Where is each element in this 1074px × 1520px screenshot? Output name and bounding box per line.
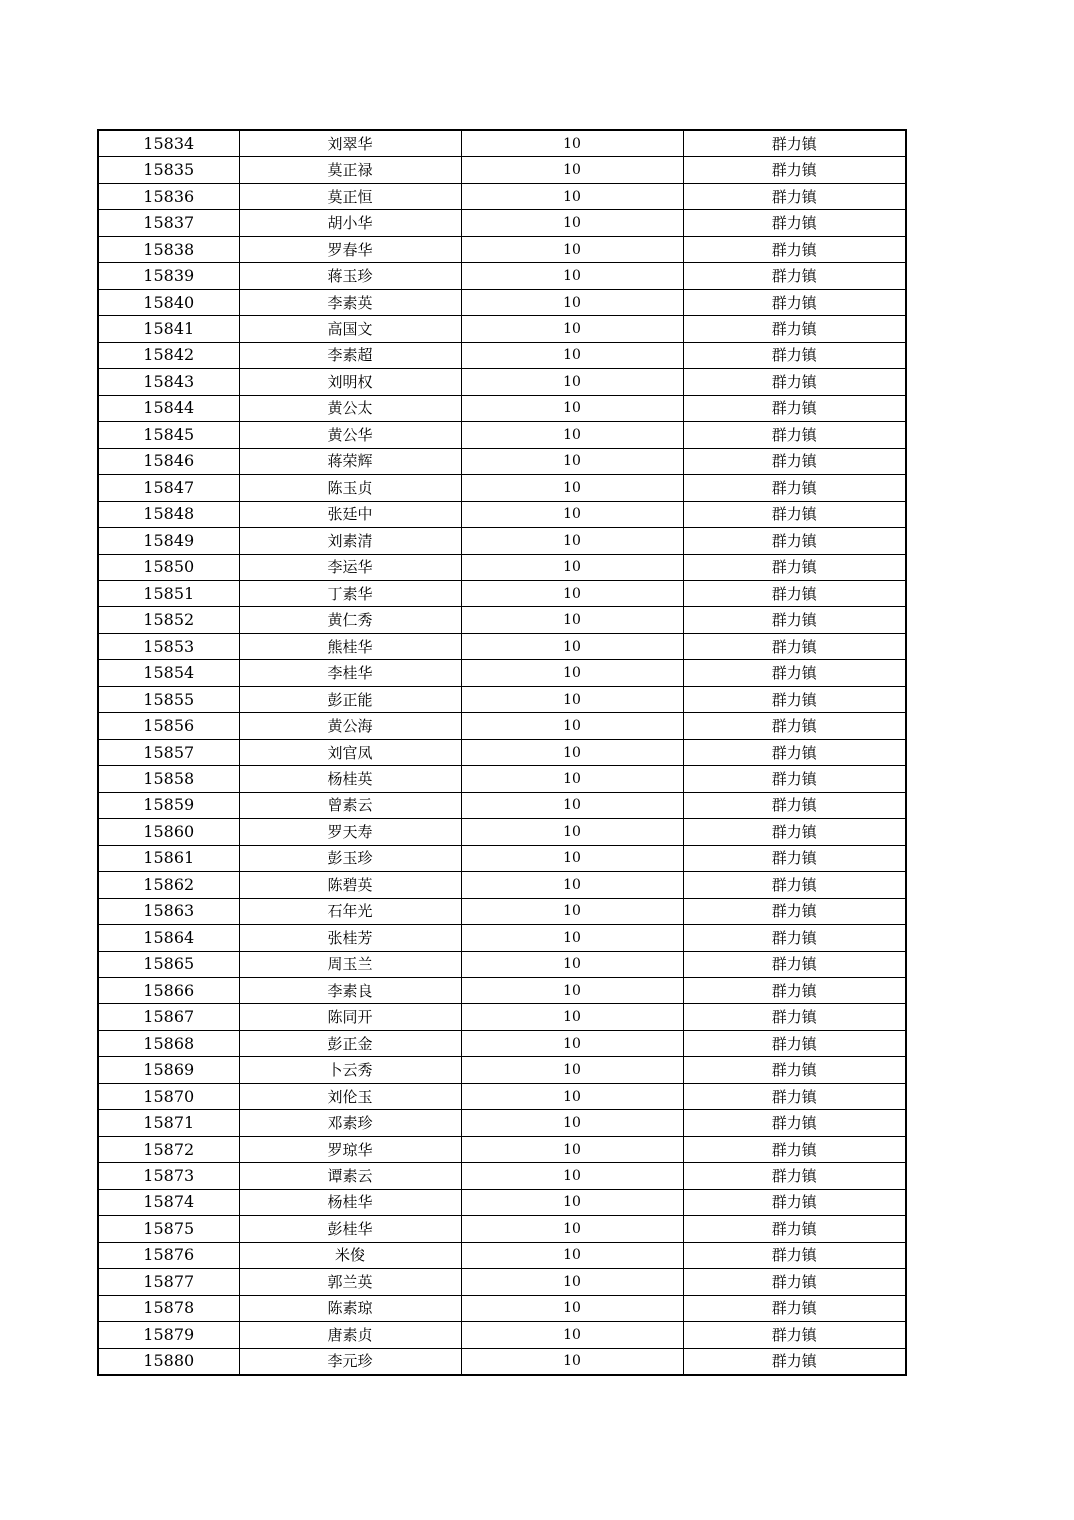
cell-town: 群力镇 bbox=[683, 1216, 906, 1242]
cell-name: 李运华 bbox=[239, 554, 461, 580]
cell-name: 彭桂华 bbox=[239, 1216, 461, 1242]
cell-name: 石年光 bbox=[239, 898, 461, 924]
cell-amount: 10 bbox=[461, 528, 683, 554]
cell-amount: 10 bbox=[461, 819, 683, 845]
cell-name: 张桂芳 bbox=[239, 925, 461, 951]
table-row bbox=[98, 1295, 906, 1321]
table-row bbox=[98, 448, 906, 474]
cell-id: 15872 bbox=[98, 1136, 239, 1162]
cell-town: 群力镇 bbox=[683, 845, 906, 871]
cell-amount: 10 bbox=[461, 660, 683, 686]
cell-name: 高国文 bbox=[239, 316, 461, 342]
cell-amount: 10 bbox=[461, 1083, 683, 1109]
cell-town: 群力镇 bbox=[683, 528, 906, 554]
cell-town: 群力镇 bbox=[683, 819, 906, 845]
cell-town: 群力镇 bbox=[683, 448, 906, 474]
table-row bbox=[98, 210, 906, 236]
cell-name: 李桂华 bbox=[239, 660, 461, 686]
cell-id: 15865 bbox=[98, 951, 239, 977]
cell-amount: 10 bbox=[461, 925, 683, 951]
cell-name: 彭正金 bbox=[239, 1030, 461, 1056]
cell-name: 周玉兰 bbox=[239, 951, 461, 977]
cell-id: 15880 bbox=[98, 1348, 239, 1375]
cell-town: 群力镇 bbox=[683, 766, 906, 792]
cell-name: 李素良 bbox=[239, 978, 461, 1004]
cell-amount: 10 bbox=[461, 1030, 683, 1056]
cell-amount: 10 bbox=[461, 289, 683, 315]
cell-id: 15875 bbox=[98, 1216, 239, 1242]
cell-amount: 10 bbox=[461, 1295, 683, 1321]
cell-amount: 10 bbox=[461, 395, 683, 421]
cell-name: 张廷中 bbox=[239, 501, 461, 527]
cell-town: 群力镇 bbox=[683, 1110, 906, 1136]
cell-name: 黄仁秀 bbox=[239, 607, 461, 633]
cell-id: 15849 bbox=[98, 528, 239, 554]
cell-name: 郭兰英 bbox=[239, 1269, 461, 1295]
table-row bbox=[98, 1136, 906, 1162]
cell-id: 15844 bbox=[98, 395, 239, 421]
table-row bbox=[98, 475, 906, 501]
table-row bbox=[98, 819, 906, 845]
cell-town: 群力镇 bbox=[683, 395, 906, 421]
cell-town: 群力镇 bbox=[683, 501, 906, 527]
cell-id: 15867 bbox=[98, 1004, 239, 1030]
cell-id: 15877 bbox=[98, 1269, 239, 1295]
cell-amount: 10 bbox=[461, 157, 683, 183]
cell-name: 刘官凤 bbox=[239, 739, 461, 765]
data-table bbox=[97, 129, 907, 1376]
table-row bbox=[98, 395, 906, 421]
cell-amount: 10 bbox=[461, 766, 683, 792]
cell-town: 群力镇 bbox=[683, 554, 906, 580]
cell-name: 陈碧英 bbox=[239, 872, 461, 898]
cell-name: 胡小华 bbox=[239, 210, 461, 236]
cell-amount: 10 bbox=[461, 792, 683, 818]
cell-id: 15847 bbox=[98, 475, 239, 501]
cell-town: 群力镇 bbox=[683, 739, 906, 765]
cell-name: 李素英 bbox=[239, 289, 461, 315]
cell-amount: 10 bbox=[461, 580, 683, 606]
cell-name: 彭正能 bbox=[239, 686, 461, 712]
cell-amount: 10 bbox=[461, 739, 683, 765]
cell-id: 15862 bbox=[98, 872, 239, 898]
table-row bbox=[98, 1057, 906, 1083]
cell-amount: 10 bbox=[461, 263, 683, 289]
cell-name: 曾素云 bbox=[239, 792, 461, 818]
cell-town: 群力镇 bbox=[683, 1295, 906, 1321]
cell-amount: 10 bbox=[461, 236, 683, 262]
table-row bbox=[98, 130, 906, 157]
cell-name: 陈素琼 bbox=[239, 1295, 461, 1321]
table-row bbox=[98, 792, 906, 818]
cell-name: 罗天寿 bbox=[239, 819, 461, 845]
table-row bbox=[98, 528, 906, 554]
cell-amount: 10 bbox=[461, 898, 683, 924]
cell-id: 15851 bbox=[98, 580, 239, 606]
cell-town: 群力镇 bbox=[683, 1136, 906, 1162]
table-row bbox=[98, 978, 906, 1004]
cell-name: 莫正禄 bbox=[239, 157, 461, 183]
cell-name: 刘素清 bbox=[239, 528, 461, 554]
cell-town: 群力镇 bbox=[683, 475, 906, 501]
table-row bbox=[98, 1004, 906, 1030]
cell-id: 15858 bbox=[98, 766, 239, 792]
table-row bbox=[98, 925, 906, 951]
cell-name: 黄公海 bbox=[239, 713, 461, 739]
cell-name: 杨桂英 bbox=[239, 766, 461, 792]
cell-id: 15843 bbox=[98, 369, 239, 395]
cell-id: 15836 bbox=[98, 183, 239, 209]
cell-id: 15876 bbox=[98, 1242, 239, 1268]
table-row bbox=[98, 686, 906, 712]
cell-name: 杨桂华 bbox=[239, 1189, 461, 1215]
cell-name: 谭素云 bbox=[239, 1163, 461, 1189]
cell-id: 15846 bbox=[98, 448, 239, 474]
cell-amount: 10 bbox=[461, 1348, 683, 1375]
cell-name: 卜云秀 bbox=[239, 1057, 461, 1083]
table-row bbox=[98, 739, 906, 765]
cell-id: 15860 bbox=[98, 819, 239, 845]
cell-amount: 10 bbox=[461, 1322, 683, 1348]
cell-amount: 10 bbox=[461, 183, 683, 209]
cell-town: 群力镇 bbox=[683, 660, 906, 686]
cell-id: 15835 bbox=[98, 157, 239, 183]
table-row bbox=[98, 633, 906, 659]
table-row bbox=[98, 845, 906, 871]
table-row bbox=[98, 1110, 906, 1136]
cell-name: 罗春华 bbox=[239, 236, 461, 262]
cell-town: 群力镇 bbox=[683, 1083, 906, 1109]
cell-id: 15856 bbox=[98, 713, 239, 739]
cell-amount: 10 bbox=[461, 475, 683, 501]
cell-name: 刘伦玉 bbox=[239, 1083, 461, 1109]
cell-name: 邓素珍 bbox=[239, 1110, 461, 1136]
table-row bbox=[98, 898, 906, 924]
cell-town: 群力镇 bbox=[683, 872, 906, 898]
table-row bbox=[98, 554, 906, 580]
table-row bbox=[98, 1322, 906, 1348]
table-body bbox=[98, 130, 906, 1375]
cell-town: 群力镇 bbox=[683, 183, 906, 209]
cell-name: 米俊 bbox=[239, 1242, 461, 1268]
cell-amount: 10 bbox=[461, 1136, 683, 1162]
table-row bbox=[98, 157, 906, 183]
cell-town: 群力镇 bbox=[683, 263, 906, 289]
cell-name: 刘明权 bbox=[239, 369, 461, 395]
table-row bbox=[98, 660, 906, 686]
cell-town: 群力镇 bbox=[683, 580, 906, 606]
table-row bbox=[98, 316, 906, 342]
cell-amount: 10 bbox=[461, 422, 683, 448]
cell-amount: 10 bbox=[461, 951, 683, 977]
table-row bbox=[98, 342, 906, 368]
cell-amount: 10 bbox=[461, 342, 683, 368]
cell-id: 15866 bbox=[98, 978, 239, 1004]
cell-town: 群力镇 bbox=[683, 607, 906, 633]
table-row bbox=[98, 580, 906, 606]
cell-town: 群力镇 bbox=[683, 236, 906, 262]
table-row bbox=[98, 1030, 906, 1056]
cell-town: 群力镇 bbox=[683, 713, 906, 739]
cell-id: 15854 bbox=[98, 660, 239, 686]
cell-town: 群力镇 bbox=[683, 633, 906, 659]
cell-town: 群力镇 bbox=[683, 1004, 906, 1030]
cell-town: 群力镇 bbox=[683, 1030, 906, 1056]
cell-name: 罗琼华 bbox=[239, 1136, 461, 1162]
cell-id: 15861 bbox=[98, 845, 239, 871]
table-row bbox=[98, 951, 906, 977]
cell-id: 15874 bbox=[98, 1189, 239, 1215]
cell-town: 群力镇 bbox=[683, 1348, 906, 1375]
table-row bbox=[98, 263, 906, 289]
cell-amount: 10 bbox=[461, 872, 683, 898]
cell-name: 蒋玉珍 bbox=[239, 263, 461, 289]
cell-amount: 10 bbox=[461, 607, 683, 633]
cell-amount: 10 bbox=[461, 1189, 683, 1215]
cell-town: 群力镇 bbox=[683, 898, 906, 924]
cell-amount: 10 bbox=[461, 1242, 683, 1268]
table-row bbox=[98, 1216, 906, 1242]
cell-amount: 10 bbox=[461, 1216, 683, 1242]
cell-amount: 10 bbox=[461, 1163, 683, 1189]
cell-amount: 10 bbox=[461, 633, 683, 659]
cell-amount: 10 bbox=[461, 210, 683, 236]
cell-id: 15868 bbox=[98, 1030, 239, 1056]
table-row bbox=[98, 872, 906, 898]
cell-id: 15864 bbox=[98, 925, 239, 951]
cell-id: 15841 bbox=[98, 316, 239, 342]
cell-amount: 10 bbox=[461, 1110, 683, 1136]
cell-amount: 10 bbox=[461, 1057, 683, 1083]
cell-town: 群力镇 bbox=[683, 1057, 906, 1083]
cell-amount: 10 bbox=[461, 369, 683, 395]
cell-amount: 10 bbox=[461, 316, 683, 342]
cell-id: 15853 bbox=[98, 633, 239, 659]
cell-town: 群力镇 bbox=[683, 1269, 906, 1295]
table-row bbox=[98, 422, 906, 448]
cell-town: 群力镇 bbox=[683, 792, 906, 818]
cell-name: 唐素贞 bbox=[239, 1322, 461, 1348]
cell-town: 群力镇 bbox=[683, 210, 906, 236]
cell-town: 群力镇 bbox=[683, 130, 906, 157]
table-row bbox=[98, 766, 906, 792]
cell-town: 群力镇 bbox=[683, 951, 906, 977]
cell-town: 群力镇 bbox=[683, 1322, 906, 1348]
table-row bbox=[98, 501, 906, 527]
cell-town: 群力镇 bbox=[683, 925, 906, 951]
cell-name: 熊桂华 bbox=[239, 633, 461, 659]
table-row bbox=[98, 713, 906, 739]
table-row bbox=[98, 183, 906, 209]
cell-id: 15839 bbox=[98, 263, 239, 289]
cell-amount: 10 bbox=[461, 845, 683, 871]
cell-name: 陈玉贞 bbox=[239, 475, 461, 501]
cell-id: 15834 bbox=[98, 130, 239, 157]
cell-town: 群力镇 bbox=[683, 289, 906, 315]
cell-name: 李素超 bbox=[239, 342, 461, 368]
cell-amount: 10 bbox=[461, 448, 683, 474]
cell-id: 15848 bbox=[98, 501, 239, 527]
cell-town: 群力镇 bbox=[683, 157, 906, 183]
cell-amount: 10 bbox=[461, 713, 683, 739]
cell-name: 刘翠华 bbox=[239, 130, 461, 157]
cell-id: 15859 bbox=[98, 792, 239, 818]
cell-town: 群力镇 bbox=[683, 978, 906, 1004]
cell-town: 群力镇 bbox=[683, 369, 906, 395]
table-row bbox=[98, 1269, 906, 1295]
cell-name: 黄公太 bbox=[239, 395, 461, 421]
cell-name: 蒋荣辉 bbox=[239, 448, 461, 474]
table-row bbox=[98, 1083, 906, 1109]
cell-id: 15869 bbox=[98, 1057, 239, 1083]
cell-id: 15842 bbox=[98, 342, 239, 368]
cell-name: 莫正恒 bbox=[239, 183, 461, 209]
cell-town: 群力镇 bbox=[683, 1242, 906, 1268]
cell-id: 15873 bbox=[98, 1163, 239, 1189]
cell-amount: 10 bbox=[461, 1269, 683, 1295]
cell-id: 15840 bbox=[98, 289, 239, 315]
cell-town: 群力镇 bbox=[683, 686, 906, 712]
cell-town: 群力镇 bbox=[683, 342, 906, 368]
cell-id: 15845 bbox=[98, 422, 239, 448]
cell-id: 15852 bbox=[98, 607, 239, 633]
cell-amount: 10 bbox=[461, 130, 683, 157]
cell-id: 15879 bbox=[98, 1322, 239, 1348]
cell-amount: 10 bbox=[461, 686, 683, 712]
cell-town: 群力镇 bbox=[683, 316, 906, 342]
cell-id: 15850 bbox=[98, 554, 239, 580]
cell-id: 15855 bbox=[98, 686, 239, 712]
cell-town: 群力镇 bbox=[683, 422, 906, 448]
cell-name: 李元珍 bbox=[239, 1348, 461, 1375]
table-row bbox=[98, 607, 906, 633]
cell-name: 陈同开 bbox=[239, 1004, 461, 1030]
table-row bbox=[98, 1189, 906, 1215]
cell-town: 群力镇 bbox=[683, 1189, 906, 1215]
cell-amount: 10 bbox=[461, 501, 683, 527]
cell-name: 彭玉珍 bbox=[239, 845, 461, 871]
cell-id: 15878 bbox=[98, 1295, 239, 1321]
cell-amount: 10 bbox=[461, 554, 683, 580]
table-row bbox=[98, 1348, 906, 1375]
table-row bbox=[98, 1242, 906, 1268]
table-row bbox=[98, 369, 906, 395]
cell-id: 15838 bbox=[98, 236, 239, 262]
cell-id: 15870 bbox=[98, 1083, 239, 1109]
cell-name: 丁素华 bbox=[239, 580, 461, 606]
cell-id: 15857 bbox=[98, 739, 239, 765]
cell-town: 群力镇 bbox=[683, 1163, 906, 1189]
cell-name: 黄公华 bbox=[239, 422, 461, 448]
cell-amount: 10 bbox=[461, 1004, 683, 1030]
cell-id: 15863 bbox=[98, 898, 239, 924]
table-row bbox=[98, 289, 906, 315]
cell-id: 15871 bbox=[98, 1110, 239, 1136]
cell-id: 15837 bbox=[98, 210, 239, 236]
table-row bbox=[98, 1163, 906, 1189]
table-row bbox=[98, 236, 906, 262]
cell-amount: 10 bbox=[461, 978, 683, 1004]
